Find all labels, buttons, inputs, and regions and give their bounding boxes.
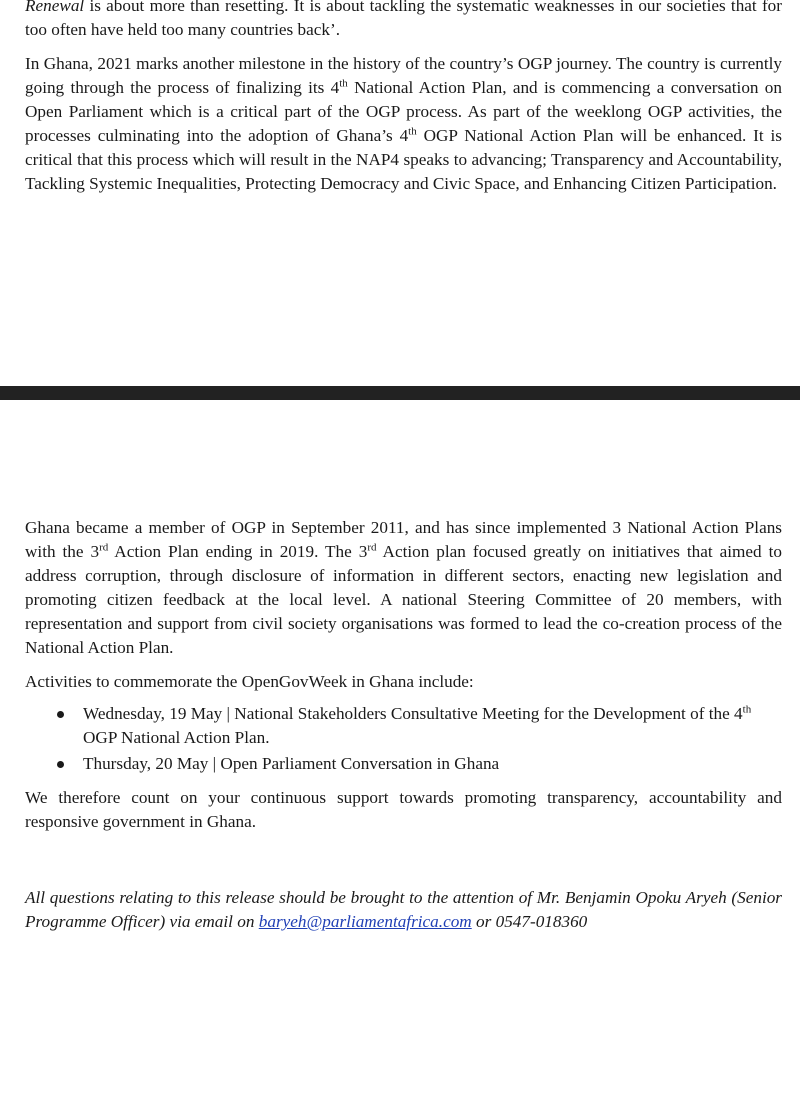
ordinal-suffix: th xyxy=(339,77,348,90)
renewal-paragraph xyxy=(25,0,782,42)
email-link[interactable]: baryeh@parliamentafrica.com xyxy=(258,912,472,931)
contact-text: All questions relating to this release should be brought to the attention of Mr. Benjamin Opoku Aryeh (Senior Programme Officer) via email on xyxy=(25,888,782,931)
ordinal-suffix: rd xyxy=(367,541,377,554)
ordinal-suffix: th xyxy=(742,703,752,716)
lower-text-section xyxy=(25,516,782,934)
ordinal-suffix: rd xyxy=(99,541,109,554)
bullet-icon xyxy=(57,761,64,768)
ghana-2021-text-a: In Ghana, 2021 marks another milestone in the history of the country’s OGP journey. The country is currently going through the process of finalizing its 4 xyxy=(25,54,782,97)
ghana-2021-paragraph xyxy=(25,52,782,196)
list-item xyxy=(25,702,782,750)
renewal-paragraph-text: is about more than resetting. It is about tackling the systematic weaknesses in our societies that for too often have held too many countries back’. xyxy=(25,0,782,39)
ordinal-suffix: th xyxy=(408,125,417,138)
renewal-italic-word: Renewal xyxy=(25,0,85,15)
list-item xyxy=(25,752,782,776)
support-paragraph: We therefore count on your continuous support towards promoting transparency, accountability and responsive government in Ghana. xyxy=(25,788,782,831)
activities-list xyxy=(25,702,782,776)
ghana-2021-text-c: OGP National Action Plan will be enhanced. It is critical that this process which will result in the NAP4 speaks to advancing; Transparency and Accountability, Tackling Systemic Inequalities, Protecting Democracy and Civic Space, and Enhancing Citizen Participation. xyxy=(25,126,782,193)
page-divider-bar xyxy=(0,386,800,400)
activity-text-a: Wednesday, 19 May | National Stakeholders Consultative Meeting for the Development of the 4 xyxy=(83,704,743,723)
upper-text-section xyxy=(25,0,782,196)
phone-text: or 0547-018360 xyxy=(471,912,588,931)
ghana-2021-text-b: National Action Plan, and is commencing a conversation on Open Parliament which is a critical part of the OGP process. As part of the weeklong OGP activities, the processes culminating into the adoption of Ghana’s 4 xyxy=(25,78,782,145)
activities-intro: Activities to commemorate the OpenGovWeek in Ghana include: xyxy=(25,672,474,691)
bullet-icon xyxy=(57,711,64,718)
activity-text-a: Thursday, 20 May | Open Parliament Conversation in Ghana xyxy=(83,754,500,773)
activity-text-b: OGP National Action Plan. xyxy=(83,728,270,747)
ogp-membership-text-c: Action plan focused greatly on initiatives that aimed to address corruption, through disclosure of information in different sectors, enacting new legislation and promoting citizen feedback at the local level. A national Steering Committee of 20 members, with representation and support from civil society organisations was formed to lead the co-creation process of the National Action Plan. xyxy=(25,542,782,657)
ogp-membership-text-b: Action Plan ending in 2019. The 3 xyxy=(108,542,368,561)
ogp-membership-paragraph xyxy=(25,516,782,660)
contact-paragraph xyxy=(25,886,782,934)
ogp-membership-text-a: Ghana became a member of OGP in September 2011, and has since implemented 3 National Action Plans with the 3 xyxy=(25,518,782,561)
